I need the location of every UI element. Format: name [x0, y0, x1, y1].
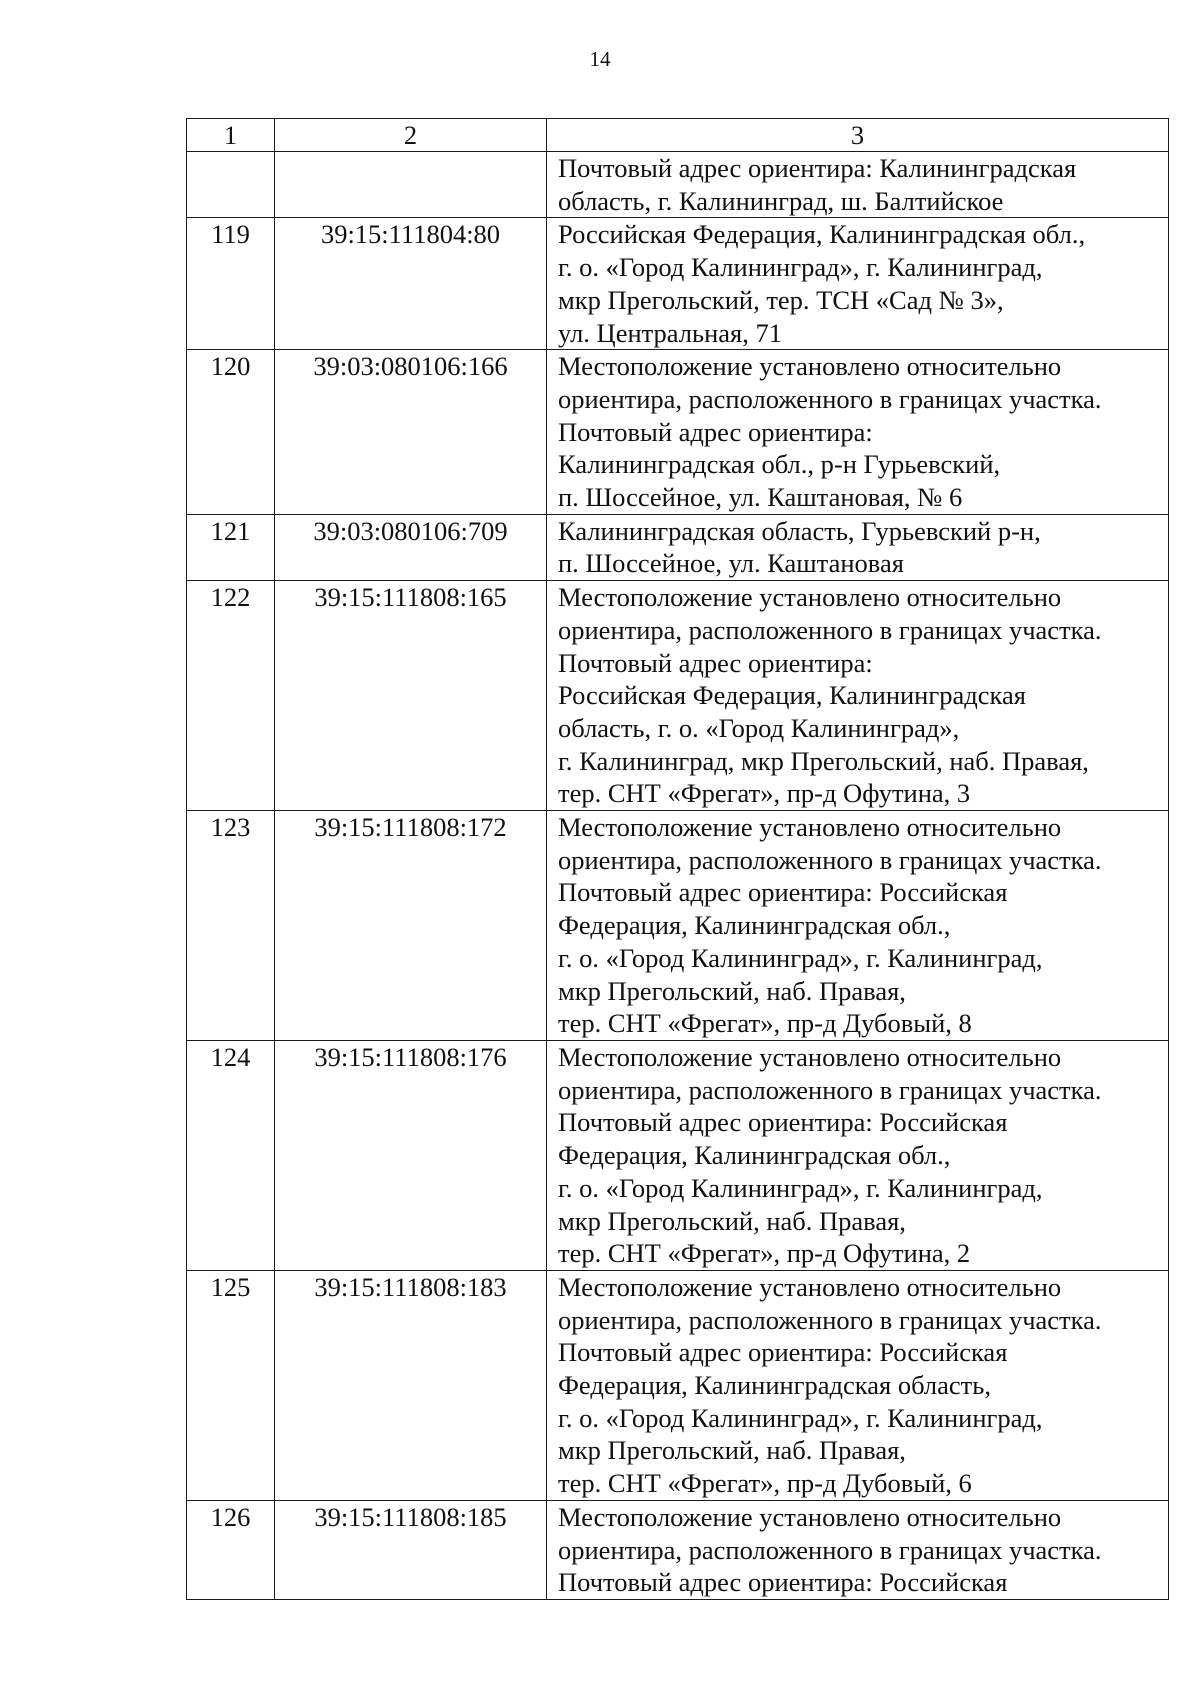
cadastral-number [275, 152, 547, 218]
cadastral-number: 39:03:080106:166 [275, 350, 547, 515]
cadastral-number: 39:15:111808:172 [275, 811, 547, 1041]
address-cell: Местоположение установлено относительно ориентира, расположенного в границах участка. Почтовый адрес ориентира: Российская [547, 1500, 1169, 1599]
cadastral-number: 39:15:111808:183 [275, 1270, 547, 1500]
header-col-2: 2 [275, 119, 547, 152]
table-row [187, 1500, 1169, 1599]
address-cell: Почтовый адрес ориентира: Калининградская область, г. Калининград, ш. Балтийское [547, 152, 1169, 218]
cadastral-number: 39:15:111808:176 [275, 1040, 547, 1270]
row-number: 121 [187, 514, 275, 580]
cadastral-number: 39:15:111808:165 [275, 581, 547, 811]
row-number: 124 [187, 1040, 275, 1270]
table-row [187, 514, 1169, 580]
cadastral-number: 39:15:111808:185 [275, 1500, 547, 1599]
header-col-1: 1 [187, 119, 275, 152]
row-number: 125 [187, 1270, 275, 1500]
address-cell: Российская Федерация, Калининградская обл., г. о. «Город Калининград», г. Калининград, мкр Прегольский, тер. ТСН «Сад № 3», ул. Центральная, 71 [547, 218, 1169, 350]
table-row [187, 350, 1169, 515]
table-header [187, 119, 1169, 152]
row-number: 119 [187, 218, 275, 350]
header-row [187, 119, 1169, 152]
cadastral-number: 39:15:111804:80 [275, 218, 547, 350]
table-row [187, 1270, 1169, 1500]
address-cell: Местоположение установлено относительно ориентира, расположенного в границах участка. Почтовый адрес ориентира: Калининградская обл., р-н Гурьевский, п. Шоссейное, ул. Каштановая, № 6 [547, 350, 1169, 515]
row-number [187, 152, 275, 218]
parcels-table [186, 118, 1169, 1600]
page-number: 14 [589, 47, 611, 71]
row-number: 122 [187, 581, 275, 811]
address-cell: Местоположение установлено относительно ориентира, расположенного в границах участка. Почтовый адрес ориентира: Российская Федерация, Калининградская область, г. о. «Город Калининград», г. Калининград, мкр Прегольский, наб. Правая, тер. СНТ «Фрегат», пр-д Дубовый, 6 [547, 1270, 1169, 1500]
cadastral-number: 39:03:080106:709 [275, 514, 547, 580]
header-col-3: 3 [547, 119, 1169, 152]
table-row [187, 581, 1169, 811]
row-number: 120 [187, 350, 275, 515]
address-cell: Местоположение установлено относительно ориентира, расположенного в границах участка. Почтовый адрес ориентира: Российская Федерация, Калининградская область, г. о. «Город Калининград», г. Калининград, мкр Прегольский, наб. Правая, тер. СНТ «Фрегат», пр-д Офутина, 3 [547, 581, 1169, 811]
address-cell: Местоположение установлено относительно ориентира, расположенного в границах участка. Почтовый адрес ориентира: Российская Федерация, Калининградская обл., г. о. «Город Калининград», г. Калининград, мкр Прегольский, наб. Правая, тер. СНТ «Фрегат», пр-д Дубовый, 8 [547, 811, 1169, 1041]
row-number: 123 [187, 811, 275, 1041]
table-row [187, 1040, 1169, 1270]
table-row [187, 218, 1169, 350]
table-row [187, 152, 1169, 218]
table-body [187, 152, 1169, 1600]
table-row [187, 811, 1169, 1041]
address-cell: Местоположение установлено относительно ориентира, расположенного в границах участка. Почтовый адрес ориентира: Российская Федерация, Калининградская обл., г. о. «Город Калининград», г. Калининград, мкр Прегольский, наб. Правая, тер. СНТ «Фрегат», пр-д Офутина, 2 [547, 1040, 1169, 1270]
address-cell: Калининградская область, Гурьевский р-н, п. Шоссейное, ул. Каштановая [547, 514, 1169, 580]
row-number: 126 [187, 1500, 275, 1599]
